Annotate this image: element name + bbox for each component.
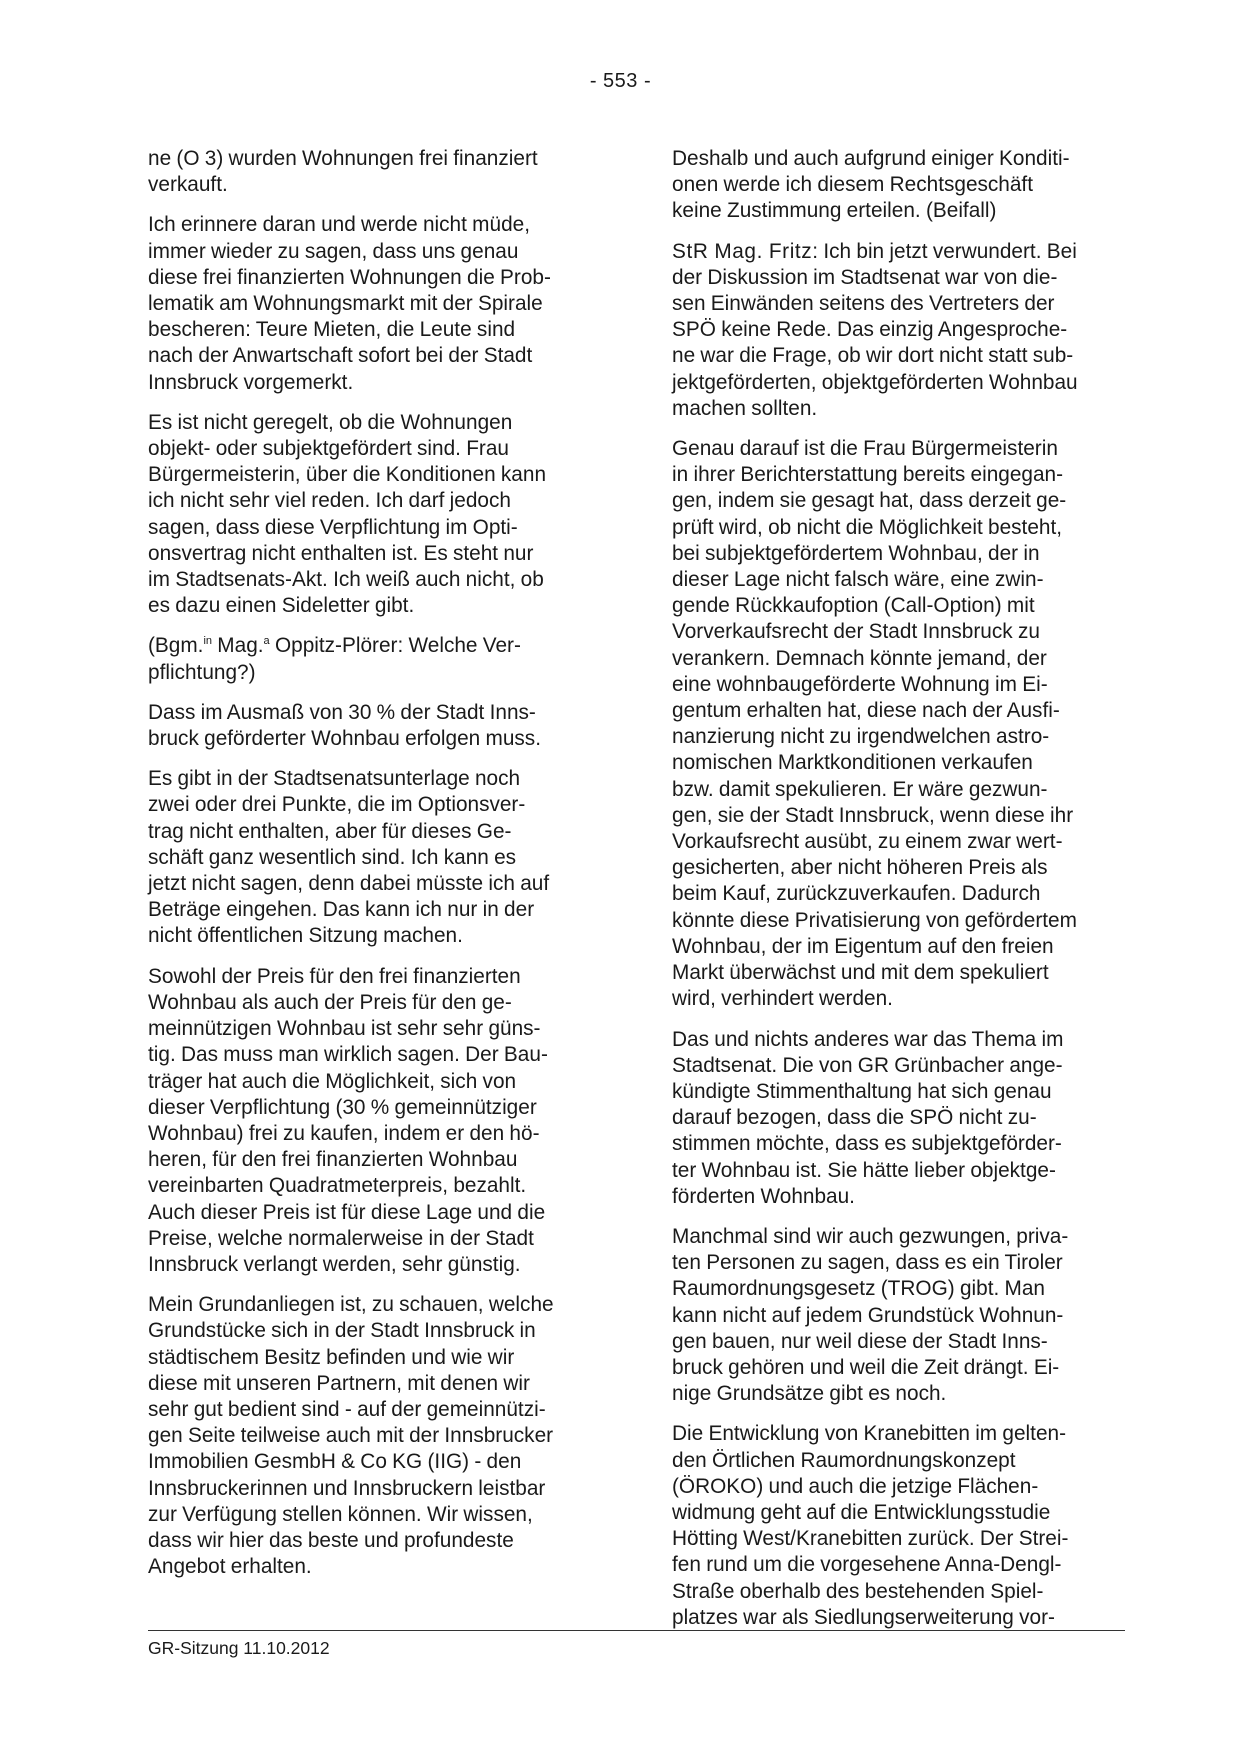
text-line: Angebot erhalten. <box>148 1555 312 1579</box>
interjection-text: Oppitz-Plörer: Welche Ver- <box>269 634 521 658</box>
text-line: ne (O 3) wurden Wohnungen frei finanziert <box>148 147 538 170</box>
text-line: bzw. damit spekulieren. Er wäre gezwun- <box>672 777 1048 801</box>
speech-text: : Ich bin jetzt verwundert. Bei <box>812 239 1077 263</box>
text-line: Hötting West/Kranebitten zurück. Der Strei- <box>672 1527 1069 1551</box>
text-line: Wohnbau, der im Eigentum auf den freien <box>672 934 1054 958</box>
paragraph <box>148 146 593 198</box>
text-line: Ich erinnere daran und werde nicht müde, <box>148 213 530 237</box>
text-line: (ÖROKO) und auch die jetzige Flächen- <box>672 1474 1039 1498</box>
text-line: Mein Grundanliegen ist, zu schauen, welche <box>148 1293 554 1317</box>
text-line: nige Grundsätze gibt es noch. <box>672 1382 947 1406</box>
text-line: gesicherten, aber nicht höheren Preis als <box>672 856 1048 880</box>
page-number: - 553 - <box>589 70 652 92</box>
text-line: schäft ganz wesentlich sind. Ich kann es <box>148 845 517 869</box>
text-line: nach der Anwartschaft sofort bei der Stadt <box>148 344 533 368</box>
speaker-name: StR Mag. Fritz <box>672 239 813 263</box>
text-line: jektgeförderten, objektgeförderten Wohnbau <box>672 370 1078 394</box>
text-line: diese mit unseren Partnern, mit denen wir <box>148 1371 530 1395</box>
text-line: dass wir hier das beste und profundeste <box>148 1528 514 1552</box>
paragraph <box>148 212 593 395</box>
text-line: lematik am Wohnungsmarkt mit der Spirale <box>148 292 543 316</box>
text-line: heren, für den frei finanzierten Wohnbau <box>148 1148 518 1172</box>
text-line: sehr gut bedient sind - auf der gemeinnützi- <box>148 1397 546 1421</box>
text-line: nicht öffentlichen Sitzung machen. <box>148 924 463 948</box>
text-line: träger hat auch die Möglichkeit, sich von <box>148 1069 517 1093</box>
text-line: machen sollten. <box>672 396 818 420</box>
text-line: SPÖ keine Rede. Das einzig Angesproche- <box>672 318 1068 342</box>
text-line: gen bauen, nur weil diese der Stadt Inns- <box>672 1329 1048 1353</box>
text-line: sen Einwänden seitens des Vertreters der <box>672 292 1055 316</box>
text-line: bruck gehören und weil die Zeit drängt. Ei- <box>672 1355 1060 1379</box>
text-line: in ihrer Berichterstattung bereits eingegan- <box>672 463 1064 487</box>
text-line: förderten Wohnbau. <box>672 1184 855 1208</box>
footer-divider <box>148 1630 1125 1631</box>
text-line: Preise, welche normalerweise in der Stadt <box>148 1226 534 1250</box>
text-line: gende Rückkaufoption (Call-Option) mit <box>672 594 1035 618</box>
paragraph <box>672 146 1117 225</box>
text-line: Die Entwicklung von Kranebitten im gelten- <box>672 1422 1067 1446</box>
text-line: den Örtlichen Raumordnungskonzept <box>672 1448 1016 1472</box>
text-line: Manchmal sind wir auch gezwungen, priva- <box>672 1224 1069 1248</box>
interjection-text: pflichtung?) <box>148 660 256 684</box>
text-line: tig. Das muss man wirklich sagen. Der Bau- <box>148 1043 548 1067</box>
text-line: Deshalb und auch aufgrund einiger Konditi- <box>672 147 1070 170</box>
paragraph <box>672 1224 1117 1407</box>
text-line: gen, sie der Stadt Innsbruck, wenn diese ihr <box>672 803 1074 827</box>
text-line: gen Seite teilweise auch mit der Innsbrucker <box>148 1424 554 1448</box>
text-line: Innsbruckerinnen und Innsbruckern leistbar <box>148 1476 546 1500</box>
text-line: meinnützigen Wohnbau ist sehr sehr güns- <box>148 1017 541 1041</box>
text-line: gentum erhalten hat, diese nach der Ausfi- <box>672 699 1060 723</box>
text-line: objekt- oder subjektgefördert sind. Frau <box>148 437 509 461</box>
text-line: beim Kauf, zurückzuverkaufen. Dadurch <box>672 882 1041 906</box>
text-line: Stadtsenat. Die von GR Grünbacher ange- <box>672 1053 1063 1077</box>
paragraph <box>148 700 593 752</box>
speaker-title: Mag. <box>212 634 264 658</box>
text-line: Vorverkaufsrecht der Stadt Innsbruck zu <box>672 620 1040 644</box>
text-line: Markt überwächst und mit dem spekuliert <box>672 961 1049 985</box>
text-line: dieser Lage nicht falsch wäre, eine zwin- <box>672 568 1044 592</box>
text-line: fen rund um die vorgesehene Anna-Dengl- <box>672 1553 1062 1577</box>
text-line: städtischem Besitz befinden und wie wir <box>148 1345 515 1369</box>
text-line: keine Zustimmung erteilen. (Beifall) <box>672 199 997 223</box>
text-line: darauf bezogen, dass die SPÖ nicht zu- <box>672 1106 1037 1130</box>
text-line: bescheren: Teure Mieten, die Leute sind <box>148 318 516 342</box>
text-line: der Diskussion im Stadtsenat war von die- <box>672 265 1058 289</box>
text-line: ter Wohnbau ist. Sie hätte lieber objektge- <box>672 1158 1056 1182</box>
text-line: es dazu einen Sideletter gibt. <box>148 594 415 618</box>
text-line: verankern. Demnach könnte jemand, der <box>672 646 1047 670</box>
text-line: widmung geht auf die Entwicklungsstudie <box>672 1500 1051 1524</box>
text-line: Grundstücke sich in der Stadt Innsbruck in <box>148 1319 536 1343</box>
text-line: vereinbarten Quadratmeterpreis, bezahlt. <box>148 1174 527 1198</box>
paragraph <box>672 436 1117 1012</box>
text-line: ten Personen zu sagen, dass es ein Tiroler <box>672 1251 1063 1275</box>
text-line: Vorkaufsrecht ausübt, zu einem zwar wert- <box>672 830 1063 854</box>
text-line: Genau darauf ist die Frau Bürgermeisterin <box>672 437 1058 461</box>
right-column <box>672 146 1117 1645</box>
text-line: wird, verhindert werden. <box>672 987 893 1011</box>
paragraph <box>672 1027 1117 1210</box>
text-line: prüft wird, ob nicht die Möglichkeit besteht, <box>672 515 1063 539</box>
text-line: Auch dieser Preis ist für diese Lage und die <box>148 1200 546 1224</box>
text-line: trag nicht enthalten, aber für dieses Ge- <box>148 819 512 843</box>
text-line: zur Verfügung stellen können. Wir wissen, <box>148 1502 533 1526</box>
text-line: Das und nichts anderes war das Thema im <box>672 1027 1064 1051</box>
text-line: diese frei finanzierten Wohnungen die Prob- <box>148 265 551 289</box>
text-line: nanzierung nicht zu irgendwelchen astro- <box>672 725 1050 749</box>
text-line: dieser Verpflichtung (30 % gemeinnütziger <box>148 1095 537 1119</box>
text-line: kann nicht auf jedem Grundstück Wohnun- <box>672 1303 1064 1327</box>
speech-lines <box>672 265 1117 422</box>
text-line: sagen, dass diese Verpflichtung im Opti- <box>148 515 518 539</box>
text-line: verkauft. <box>148 173 228 197</box>
text-line: immer wieder zu sagen, dass uns genau <box>148 239 519 263</box>
text-line: Wohnbau als auch der Preis für den ge- <box>148 990 512 1014</box>
text-line: platzes war als Siedlungserweiterung vor- <box>672 1605 1055 1629</box>
text-line: gen, indem sie gesagt hat, dass derzeit ge- <box>672 489 1067 513</box>
text-line: Es gibt in der Stadtsenatsunterlage noch <box>148 767 521 791</box>
superscript: a <box>263 634 270 647</box>
text-line: könnte diese Privatisierung von gefördertem <box>672 908 1077 932</box>
speaker-title: (Bgm. <box>148 634 204 658</box>
text-line: Beträge eingehen. Das kann ich nur in der <box>148 898 535 922</box>
superscript: in <box>203 634 213 647</box>
paragraph <box>672 1421 1117 1631</box>
text-line: bruck geförderter Wohnbau erfolgen muss. <box>148 727 541 751</box>
paragraph <box>148 410 593 620</box>
text-line: im Stadtsenats-Akt. Ich weiß auch nicht, ob <box>148 568 544 592</box>
text-line: onen werde ich diesem Rechtsgeschäft <box>672 173 1033 197</box>
text-line: Immobilien GesmbH & Co KG (IIG) - den <box>148 1450 522 1474</box>
text-line: Es ist nicht geregelt, ob die Wohnungen <box>148 410 513 434</box>
text-line: Innsbruck vorgemerkt. <box>148 370 354 394</box>
text-line: ich nicht sehr viel reden. Ich darf jedoch <box>148 489 511 513</box>
text-line: onsvertrag nicht enthalten ist. Es steht nur <box>148 541 534 565</box>
text-line: Sowohl der Preis für den frei finanzierten <box>148 964 521 988</box>
text-line: kündigte Stimmenthaltung hat sich genau <box>672 1079 1052 1103</box>
text-line: bei subjektgefördertem Wohnbau, der in <box>672 541 1040 565</box>
text-line: Wohnbau) frei zu kaufen, indem er den hö- <box>148 1121 540 1145</box>
left-column <box>148 146 593 1594</box>
text-line: Innsbruck verlangt werden, sehr günstig. <box>148 1252 521 1276</box>
paragraph <box>148 1292 593 1580</box>
text-line: jetzt nicht sagen, denn dabei müsste ich auf <box>148 872 550 896</box>
paragraph <box>148 964 593 1278</box>
text-line: Raumordnungsgesetz (TROG) gibt. Man <box>672 1277 1045 1301</box>
text-line: eine wohnbaugeförderte Wohnung im Ei- <box>672 672 1048 696</box>
paragraph <box>148 766 593 949</box>
interjection-paragraph <box>148 633 593 685</box>
text-line: stimmen möchte, dass es subjektgeförder- <box>672 1132 1062 1156</box>
text-line: Dass im Ausmaß von 30 % der Stadt Inns- <box>148 700 536 724</box>
text-line: Straße oberhalb des bestehenden Spiel- <box>672 1579 1044 1603</box>
text-line: Bürgermeisterin, über die Konditionen kann <box>148 463 547 487</box>
text-line: nomischen Marktkonditionen verkaufen <box>672 751 1033 775</box>
text-line: zwei oder drei Punkte, die im Optionsver- <box>148 793 526 817</box>
footer-session-date: GR-Sitzung 11.10.2012 <box>148 1638 330 1658</box>
speaker-paragraph <box>672 239 1117 422</box>
text-line: ne war die Frage, ob wir dort nicht statt sub- <box>672 344 1074 368</box>
